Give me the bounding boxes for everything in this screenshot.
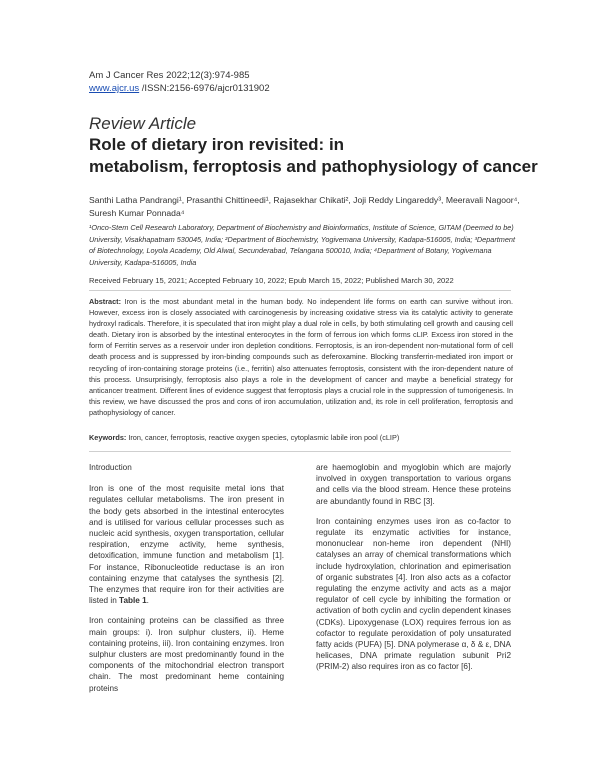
keywords-label: Keywords:: [89, 433, 127, 442]
article-type: Review Article: [89, 114, 197, 133]
paragraph-1: [89, 483, 284, 606]
paragraph-1-end: .: [146, 596, 149, 606]
article-title: [89, 134, 549, 178]
divider-top: [89, 290, 511, 291]
paragraph-2: Iron containing proteins can be classified as three main groups: i). Iron sulphur clusters, ii). Heme containing proteins, iii). Iron containing enzymes. Iron sulphur clusters are most predominantly found in the components of the mitochondrial electron transport chain. The most predominant heme containing proteins: [89, 616, 284, 693]
abstract-label: Abstract:: [89, 297, 122, 306]
keywords: [89, 433, 513, 442]
journal-issn: /ISSN:2156-6976/ajcr0131902: [139, 83, 270, 94]
journal-citation: Am J Cancer Res 2022;12(3):974-985: [89, 70, 250, 81]
paragraph-3: are haemoglobin and myoglobin which are majorly involved in oxygen transportation to various organs and cells via the blood stream. Hence these proteins are abundantly found in RBC [3].: [316, 463, 511, 506]
introduction-heading: Introduction: [89, 463, 132, 472]
abstract-text: Iron is the most abundant metal in the human body. No independent life forms on earth can survive without iron. However, excess iron is closely associated with carcinogenesis by increasing oxidative stress via its catalytic activity to generate hydroxyl radicals. Therefore, it is speculated that iron might play a dual role in cells, by both stimulating cell growth and causing cell death. Dietary iron is absorbed by the intestinal enterocytes in the form of ferrous ion which forms cLIP. Excess iron stored in the form of Ferritin serves as a reservoir under iron depletion conditions. Ferroptosis, is an iron-dependent non-mutational form of cell death process and is suppressed by iron-binding compounds such as deferoxamine. Blocking transferrin-mediated iron import or recycling of iron-containing storage proteins (i.e., ferritin) also attenuates ferroptosis, consistent with the iron-dependent nature of this process. Unsurprisingly, ferroptosis also plays a role in the development of cancer and maybe a beneficial strategy for anticancer treatment. Different lines of evidence suggest that ferroptosis plays a crucial role in the suppression of tumorigenesis. In this review, we have discussed the pros and cons of iron accumulation, utilization and, its role in cell proliferation, ferroptosis and pathophysiology of cancer.: [89, 297, 513, 417]
journal-links: [89, 82, 270, 95]
abstract: [89, 296, 513, 418]
journal-header: [89, 69, 270, 95]
body-column-left: [89, 462, 284, 703]
article-title-line-1: Role of dietary iron revisited: in: [89, 135, 345, 154]
keywords-text: Iron, cancer, ferroptosis, reactive oxygen species, cytoplasmic labile iron pool (cLIP): [126, 433, 400, 442]
table-1-reference: Table 1: [119, 596, 147, 606]
body-column-right: [316, 462, 511, 682]
affiliations: ¹Onco-Stem Cell Research Laboratory, Department of Biochemistry and Bioinformatics, Institute of Science, GITAM (Deemed to be) University, Visakhapatnam 530045, India; ²Department of Biochemistry, Yogivemana University, Kadapa-516005, India; ³Department of Biotechnology, Loyola Academy, Old Alwal, Secunderabad, Telangana 500010, India; ⁴Department of Botany, Yogivemana University, Kadapa-516005, India: [89, 223, 516, 267]
author-list: Santhi Latha Pandrangi¹, Prasanthi Chittineedi¹, Rajasekhar Chikati², Joji Reddy Lingareddy³, Meeravali Nagoor⁴, Suresh Kumar Ponnada⁴: [89, 195, 520, 218]
article-title-line-2: metabolism, ferroptosis and pathophysiology of cancer: [89, 157, 538, 176]
paragraph-1-text: Iron is one of the most requisite metal ions that regulates cellular metabolisms. The iron present in the body gets absorbed in the intestinal enterocytes and is utilised for various cellular processes such as nucleic acid synthesis, oxygen transportation, cellular respiration, enzyme activity, heme synthesis, detoxification, immune function and metabolism [1]. For instance, Ribonucleotide reductase is an iron containing enzyme that catalyses the synthesis [2]. The enzymes that require iron for their activities are listed in: [89, 484, 284, 606]
paragraph-4: Iron containing enzymes uses iron as co-factor to regulate its enzymatic activities for instance, mononuclear non-heme iron dependent (NHI) catalyses an array of chemical transformations which include hydroxylation, chlorination and epimerisation of organic substrates [4]. Iron also acts as a cofactor regulating the enzyme activity and acts as a major regulator of cell cycle by inhibiting the formation or activation of both cyclin and cyclin dependent kinases (CDKs). Lipoxygenase (LOX) requires ferrous ion as cofactor to regulate peroxidation of poly unsaturated fatty acids (PUFA) [5]. DNA polymerase α, δ & ε, DNA helicases, DNA primate regulation subunit Pri2 (PRIM-2) also requires iron as co factor [6].: [316, 516, 511, 672]
publication-dates: Received February 15, 2021; Accepted February 10, 2022; Epub March 15, 2022; Published March 30, 2022: [89, 276, 454, 285]
divider-bottom: [89, 451, 511, 452]
journal-website-link[interactable]: www.ajcr.us: [89, 83, 140, 94]
